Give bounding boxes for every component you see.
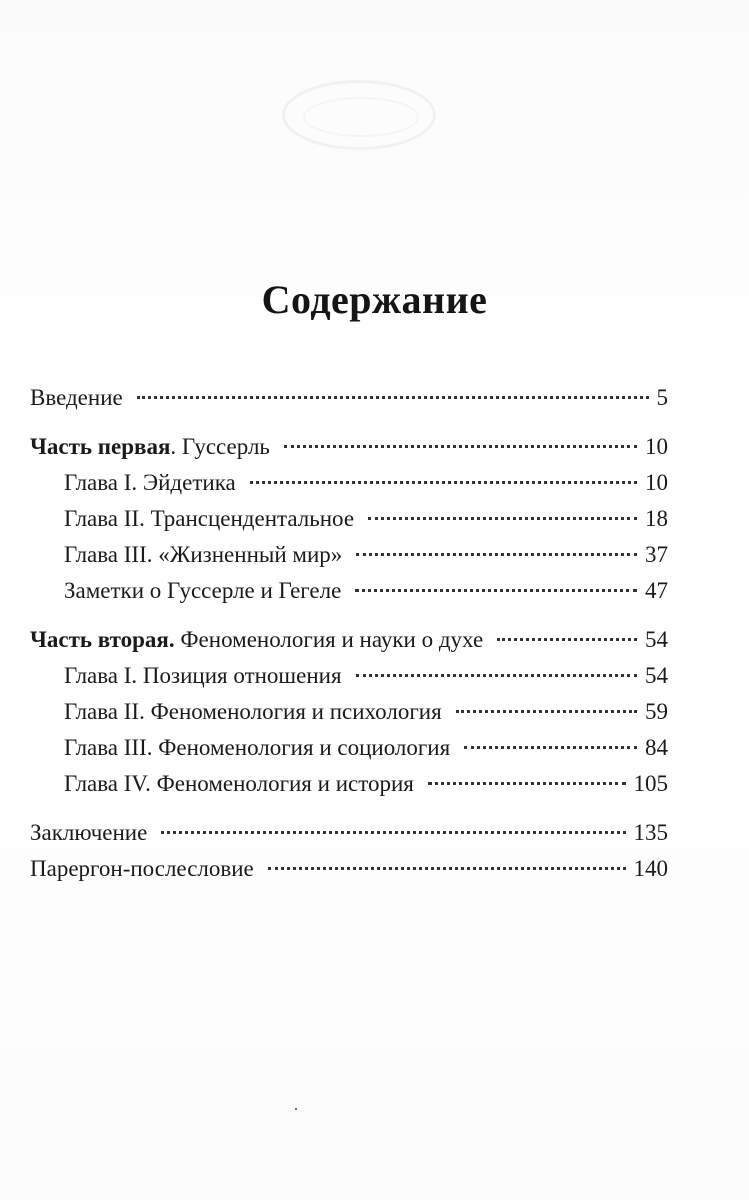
dot-leader [356,674,637,677]
toc-page-number: 54 [645,627,668,652]
toc-entry-label: Введение [30,385,123,410]
toc-entry-label: Глава III. Феноменология и социология [64,735,451,760]
toc-entry-label: Глава I. Эйдетика [64,470,236,495]
toc-page-number: 18 [645,506,668,531]
toc-page-number: 54 [645,663,668,688]
toc-entry-chapter-history[interactable] [30,766,668,802]
toc-entry-label: Глава II. Трансцендентальное [64,506,355,531]
toc-entry-label: Парергон-послесловие [30,856,254,881]
toc-entry-label: Заключение [30,820,148,845]
toc-entry-chapter-sociology[interactable] [30,730,668,766]
toc-entry-label: Глава II. Феноменология и психология [64,699,442,724]
toc-page-number: 10 [645,434,668,459]
toc-page-number: 37 [645,542,668,567]
table-of-contents [30,380,668,887]
page-footer-mark: . [294,1097,298,1114]
toc-entry-chapter-lifeworld[interactable] [30,537,668,573]
toc-page-number: 135 [633,820,668,845]
toc-entry-chapter-eidetics[interactable] [30,465,668,501]
toc-entry-chapter-psychology[interactable] [30,694,668,730]
toc-page-number: 84 [645,735,668,760]
dot-leader [368,517,637,520]
dot-leader [497,638,637,641]
toc-entry-conclusion[interactable] [30,815,668,851]
toc-entry-part-one[interactable] [30,429,668,465]
dot-leader [355,589,637,592]
toc-entry-part-two[interactable] [30,622,668,658]
dot-leader [268,867,626,870]
toc-page-number: 5 [656,385,668,410]
dot-leader [161,831,625,834]
page-title: Содержание [261,277,488,322]
toc-page-number: 140 [633,856,668,881]
toc-page-number: 105 [633,771,668,796]
dot-leader [284,445,637,448]
toc-page-number: 59 [645,699,668,724]
toc-entry-introduction[interactable] [30,380,668,416]
dot-leader [456,710,637,713]
toc-entry-label: Глава IV. Феноменология и история [64,771,414,796]
dot-leader [428,782,626,785]
toc-entry-label: Глава III. «Жизненный мир» [64,542,343,567]
dot-leader [464,746,637,749]
toc-entry-chapter-attitude[interactable] [30,658,668,694]
dot-leader [137,396,649,399]
toc-page-number: 47 [645,578,668,603]
faint-stamp-mark [282,80,436,150]
toc-entry-chapter-transcendental[interactable] [30,501,668,537]
toc-page-number: 10 [645,470,668,495]
toc-entry-notes-husserl-hegel[interactable] [30,573,668,609]
toc-entry-label: Заметки о Гуссерле и Гегеле [64,578,342,603]
toc-entry-label: Часть первая. Гуссерль [30,434,270,459]
dot-leader [356,553,637,556]
toc-entry-label: Часть вторая. Феноменология и науки о духе [30,627,484,652]
dot-leader [250,481,637,484]
toc-entry-label: Глава I. Позиция отношения [64,663,342,688]
toc-entry-afterword[interactable] [30,851,668,887]
